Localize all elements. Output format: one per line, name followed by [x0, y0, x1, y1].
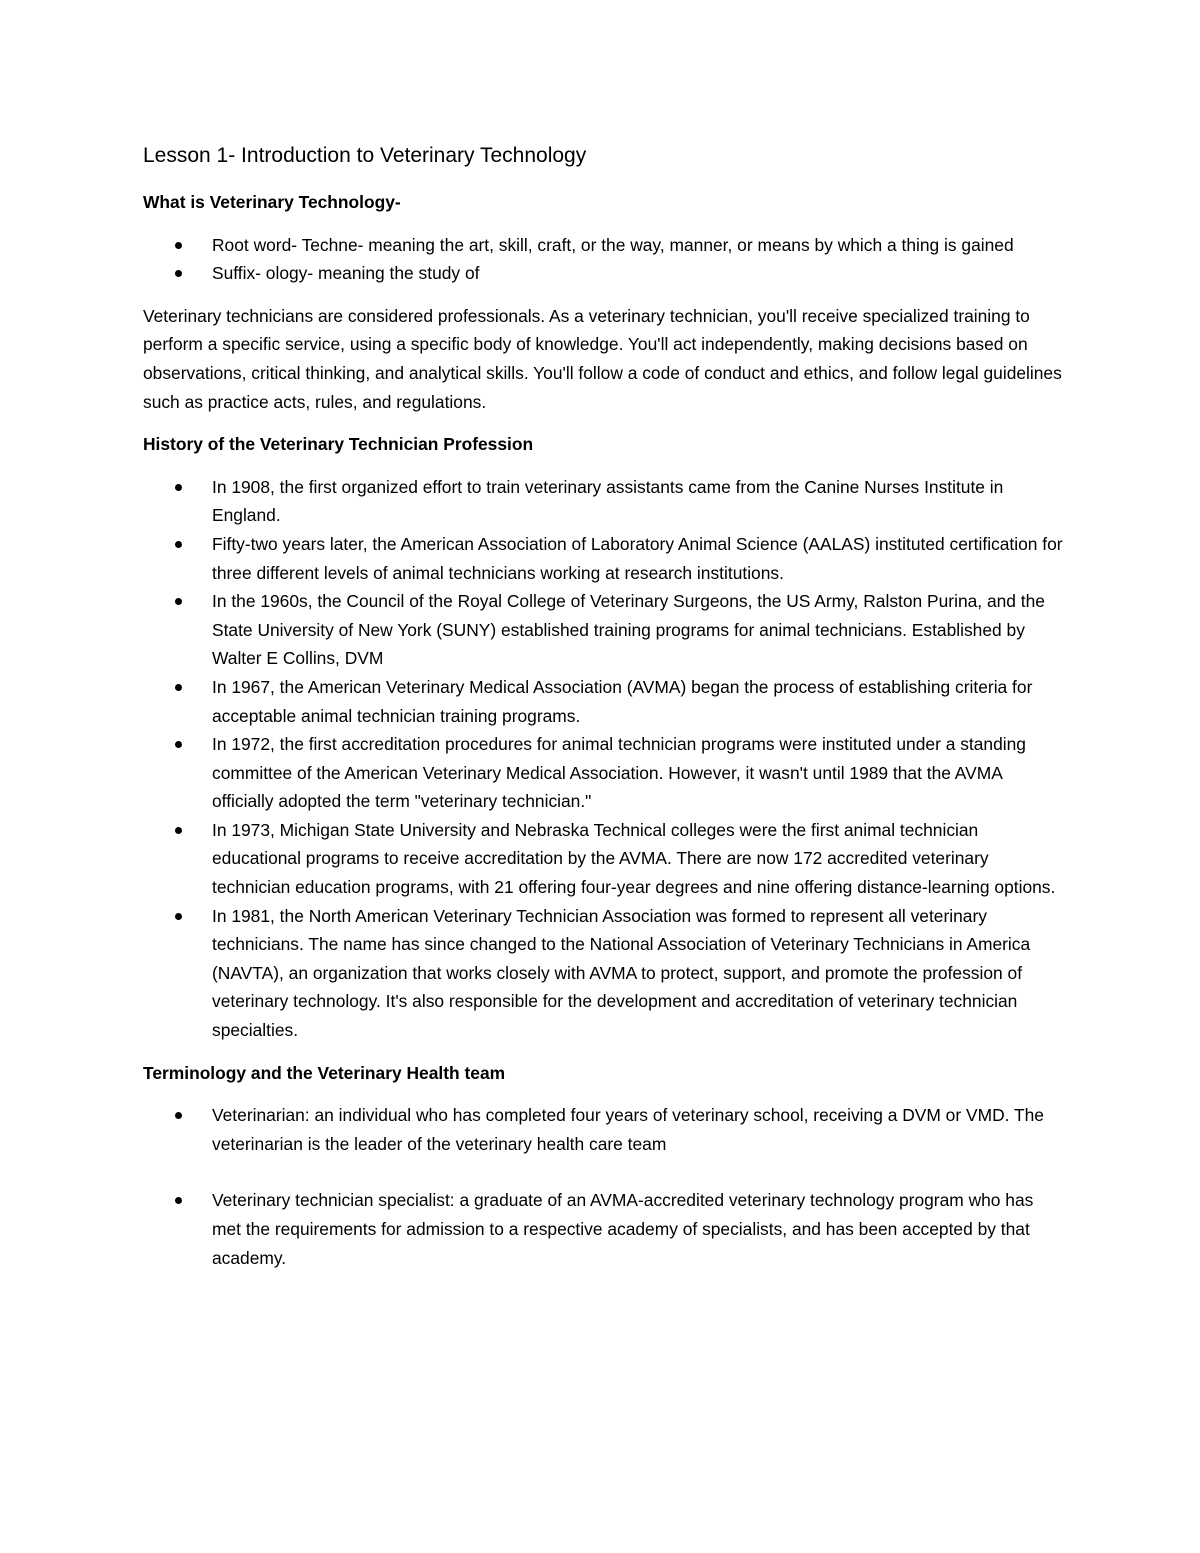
- bullet-icon: [175, 1197, 182, 1204]
- bullet-list-what-is: [143, 231, 1063, 288]
- bullet-icon: [175, 484, 182, 491]
- list-item: [143, 816, 1063, 902]
- list-item-text: Root word- Techne- meaning the art, skill, craft, or the way, manner, or means by which a thing is gained: [212, 234, 1014, 255]
- list-item-text: In 1981, the North American Veterinary Technician Association was formed to represent all veterinary technicians. The name has since changed to the National Association of Veterinary Technicians in America (NAVTA), an organization that works closely with AVMA to protect, support, and promote the profession of veterinary technology. It's also responsible for the development and accreditation of veterinary technician specialties.: [212, 905, 1031, 1041]
- section-heading-what-is: What is Veterinary Technology-: [143, 192, 401, 212]
- list-item: [143, 1186, 1063, 1272]
- bullet-icon: [175, 741, 182, 748]
- bullet-icon: [175, 598, 182, 605]
- list-item: [143, 730, 1063, 816]
- list-item-text: In 1908, the first organized effort to train veterinary assistants came from the Canine Nurses Institute in England.: [212, 476, 1004, 526]
- bullet-icon: [175, 242, 182, 249]
- list-item-text: Veterinarian: an individual who has completed four years of veterinary school, receiving a DVM or VMD. The veterinarian is the leader of the veterinary health care team: [212, 1105, 1044, 1154]
- bullet-icon: [175, 1112, 182, 1119]
- list-item: [143, 673, 1063, 730]
- list-item: [143, 1101, 1063, 1158]
- bullet-icon: [175, 913, 182, 920]
- list-item: [143, 231, 1063, 260]
- bullet-icon: [175, 684, 182, 691]
- list-item: [143, 259, 1063, 288]
- list-item: [143, 587, 1063, 673]
- list-item-text: Veterinary technician specialist: a graduate of an AVMA-accredited veterinary technology program who has met the requirements for admission to a respective academy of specialists, and has been accepted by that academy.: [212, 1190, 1034, 1268]
- bullet-list-history: [143, 473, 1063, 1045]
- list-item-text: Suffix- ology- meaning the study of: [212, 263, 480, 284]
- list-item-text: In the 1960s, the Council of the Royal College of Veterinary Surgeons, the US Army, Ralston Purina, and the State University of New York (SUNY) established training programs for animal technicians. Established by Walter E Collins, DVM: [212, 591, 1045, 669]
- list-item-text: Fifty-two years later, the American Association of Laboratory Animal Science (AALAS) instituted certification for three different levels of animal technicians working at research institutions.: [212, 533, 1063, 583]
- section-heading-terminology: Terminology and the Veterinary Health team: [143, 1062, 506, 1083]
- list-item: [143, 473, 1063, 530]
- bullet-list-terminology: [143, 1101, 1063, 1272]
- bullet-icon: [175, 541, 182, 548]
- list-item-text: In 1972, the first accreditation procedures for animal technician programs were instituted under a standing committee of the American Veterinary Medical Association. However, it wasn't until 1989 that the AVMA officially adopted the term "veterinary technician.": [212, 734, 1026, 812]
- section-heading-history: History of the Veterinary Technician Profession: [143, 434, 534, 455]
- bullet-icon: [175, 270, 182, 277]
- page-title: Lesson 1- Introduction to Veterinary Technology: [143, 144, 587, 167]
- document-content: [143, 140, 1063, 1286]
- bullet-icon: [175, 827, 182, 834]
- paragraph-professionals: Veterinary technicians are considered professionals. As a veterinary technician, you'll receive specialized training to perform a specific service, using a specific body of knowledge. You'll act independently, making decisions based on observations, critical thinking, and analytical skills. You'll follow a code of conduct and ethics, and follow legal guidelines such as practice acts, rules, and regulations.: [143, 305, 1062, 412]
- list-item-text: In 1973, Michigan State University and Nebraska Technical colleges were the first animal technician educational programs to receive accreditation by the AVMA. There are now 172 accredited veterinary technician education programs, with 21 offering four-year degrees and nine offering distance-learning options.: [212, 819, 1056, 898]
- list-item-text: In 1967, the American Veterinary Medical Association (AVMA) began the process of establishing criteria for acceptable animal technician training programs.: [212, 676, 1033, 726]
- list-item: [143, 902, 1063, 1045]
- list-item: [143, 530, 1063, 587]
